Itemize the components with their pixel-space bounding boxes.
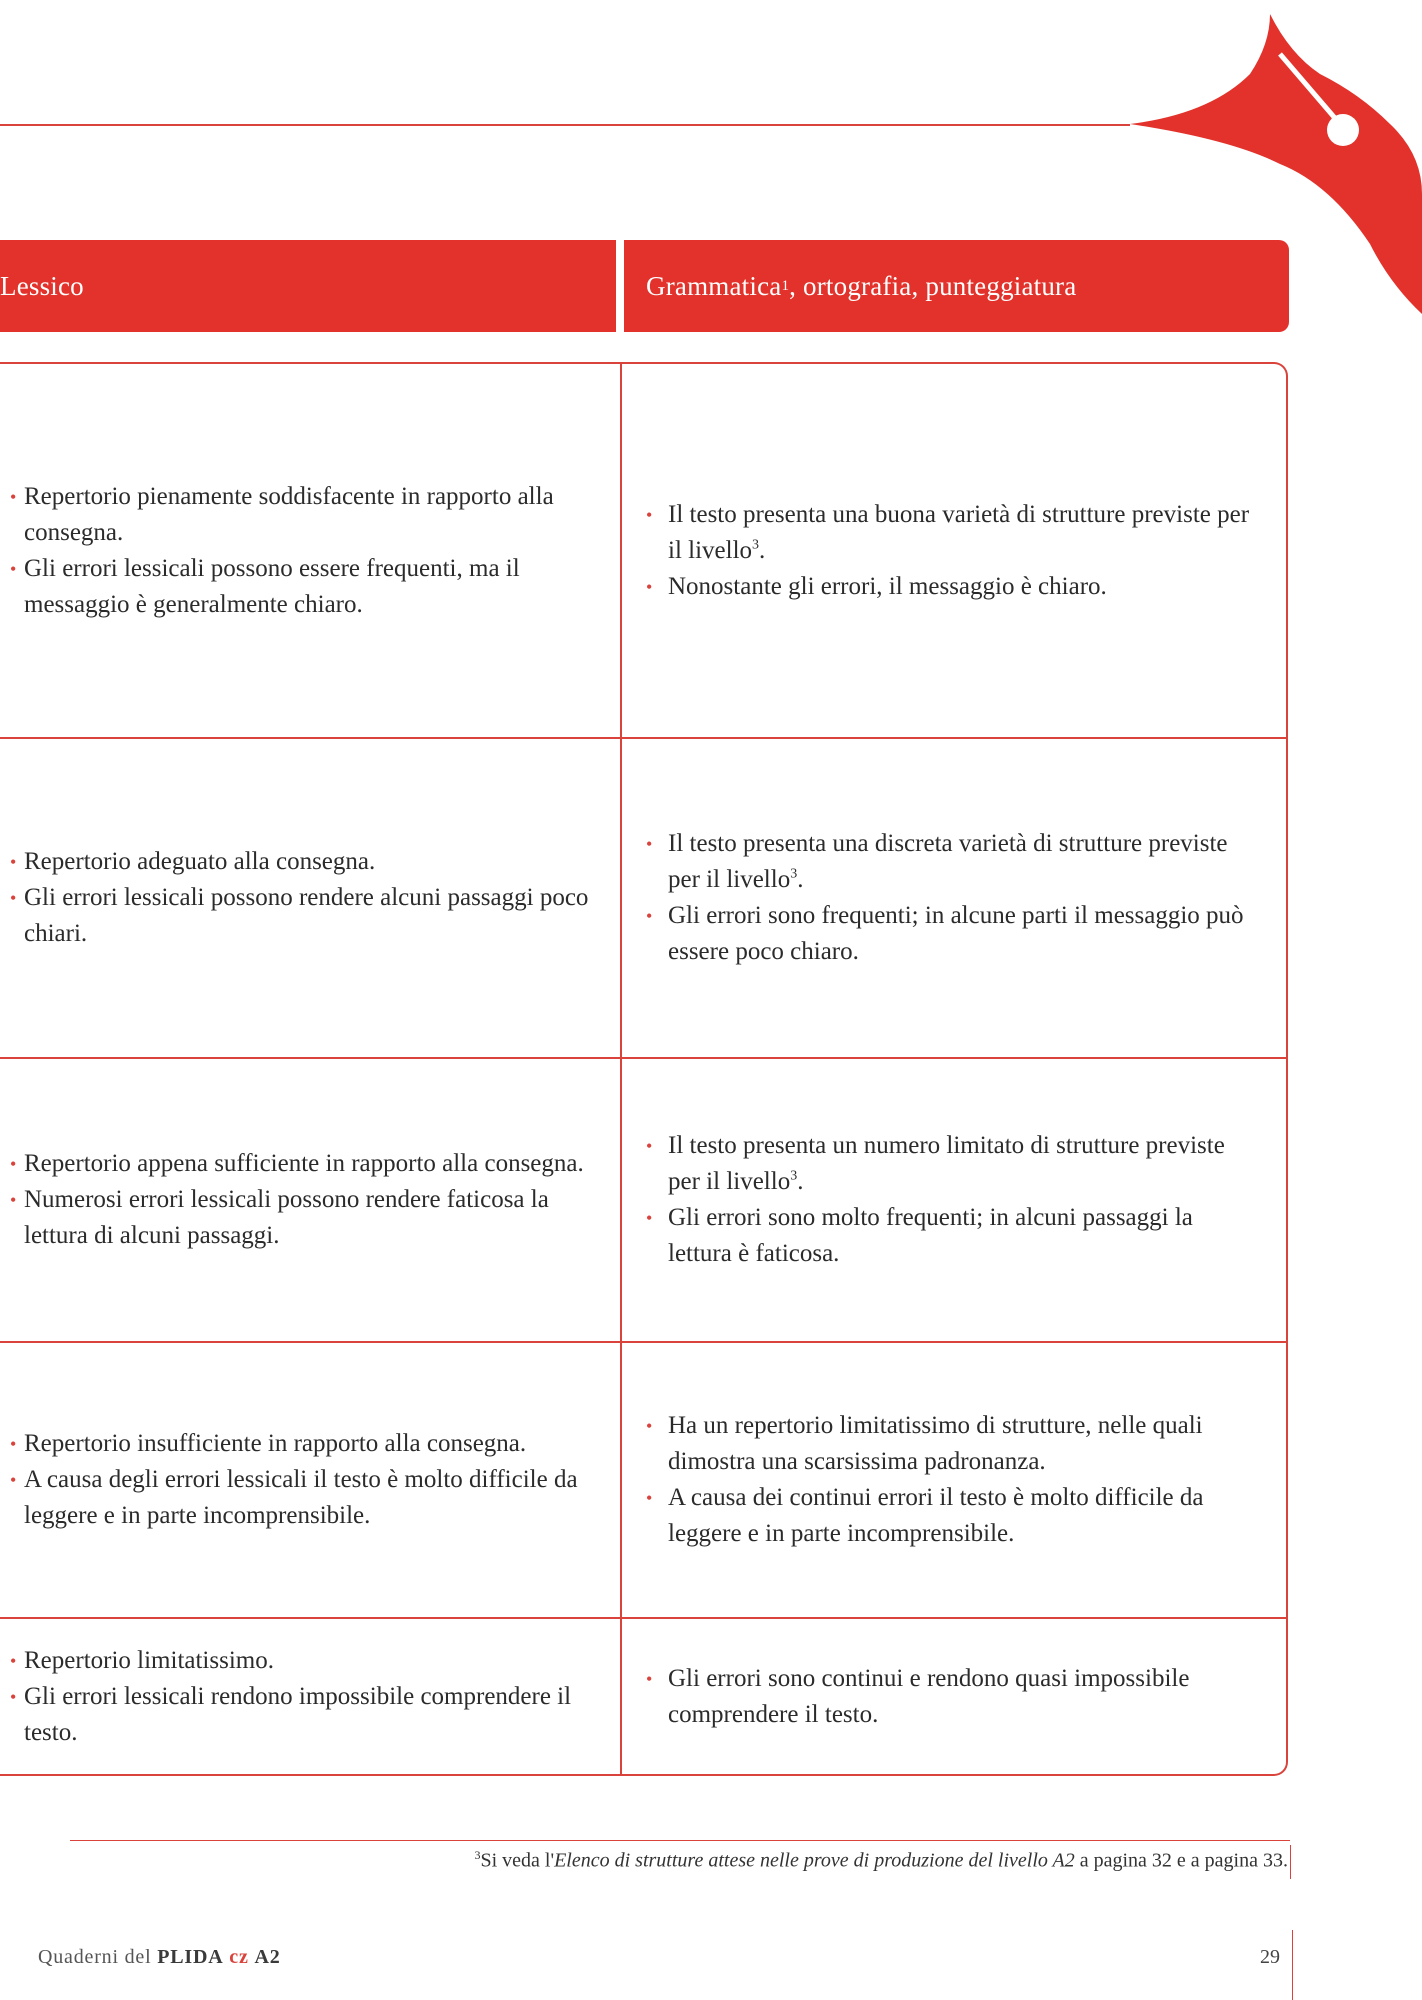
row-2-lessico <box>0 739 620 1057</box>
row-5-lessico <box>0 1619 620 1774</box>
header-col1-label: Lessico <box>0 270 84 301</box>
header-grammatica: Grammatica 1 , ortografia, punteggiatura <box>624 240 1289 332</box>
list-item: • Gli errori sono continui e rendono quasi impossibile comprendere il testo. <box>644 1661 1256 1733</box>
header-col2-label: Grammatica <box>646 270 782 301</box>
header-lessico <box>0 240 616 332</box>
page-number-bar <box>1292 1930 1293 2000</box>
list-item: • Gli errori sono molto frequenti; in alcuni passaggi la lettura è faticosa. <box>644 1200 1256 1272</box>
list-item: • Il testo presenta un numero limitato di strutture previste per il livello$^3$. <box>644 1128 1256 1200</box>
footnote: $^3$Si veda l'Elenco di strutture attese nelle prove di produzione del livello A2 a pagina 32 e a pagina 33. <box>474 1848 1288 1872</box>
page-number: 29 <box>1260 1946 1280 1968</box>
assessment-table <box>0 362 1288 1776</box>
row-3-grammatica <box>622 1059 1286 1341</box>
header-col2-rest: , ortografia, punteggiatura <box>789 270 1077 301</box>
plida-logo-icon: cz <box>229 1946 249 1968</box>
list-item: • Gli errori lessicali possono essere frequenti, ma il messaggio è generalmente chiaro. <box>8 551 604 623</box>
top-rule <box>0 124 1130 126</box>
list-item: • Il testo presenta una discreta varietà di strutture previste per il livello$^3$. <box>644 826 1256 898</box>
list-item: • Ha un repertorio limitatissimo di strutture, nelle quali dimostra una scarsissima padronanza. <box>644 1408 1256 1480</box>
list-item: • Repertorio appena sufficiente in rapporto alla consegna. <box>8 1146 604 1182</box>
footnote-rule <box>70 1840 1290 1841</box>
list-item: • Gli errori lessicali possono rendere alcuni passaggi poco chiari. <box>8 880 604 952</box>
row-4-lessico <box>0 1343 620 1617</box>
row-5-grammatica <box>622 1619 1286 1774</box>
list-item: • Gli errori sono frequenti; in alcune parti il messaggio può essere poco chiaro. <box>644 898 1256 970</box>
list-item: • Repertorio limitatissimo. <box>8 1643 604 1679</box>
list-item: • Repertorio adeguato alla consegna. <box>8 844 604 880</box>
list-item: • Repertorio pienamente soddisfacente in rapporto alla consegna. <box>8 479 604 551</box>
row-3-lessico <box>0 1059 620 1341</box>
row-4-grammatica <box>622 1343 1286 1617</box>
publication-brand: Quaderni del PLIDA cz A2 <box>38 1946 281 1968</box>
row-1-lessico <box>0 364 620 737</box>
list-item: • A causa dei continui errori il testo è molto difficile da leggere e in parte incomprensibile. <box>644 1480 1256 1552</box>
list-item: • Numerosi errori lessicali possono rendere faticosa la lettura di alcuni passaggi. <box>8 1182 604 1254</box>
list-item: • A causa degli errori lessicali il testo è molto difficile da leggere e in parte incomprensibile. <box>8 1462 604 1534</box>
list-item: • Il testo presenta una buona varietà di strutture previste per il livello$^3$. <box>644 497 1256 569</box>
row-1-grammatica <box>622 364 1286 737</box>
list-item: • Repertorio insufficiente in rapporto alla consegna. <box>8 1426 604 1462</box>
list-item: • Gli errori lessicali rendono impossibile comprendere il testo. <box>8 1679 604 1751</box>
list-item: • Nonostante gli errori, il messaggio è chiaro. <box>644 569 1256 605</box>
row-2-grammatica <box>622 739 1286 1057</box>
footnote-bar <box>1290 1845 1291 1879</box>
